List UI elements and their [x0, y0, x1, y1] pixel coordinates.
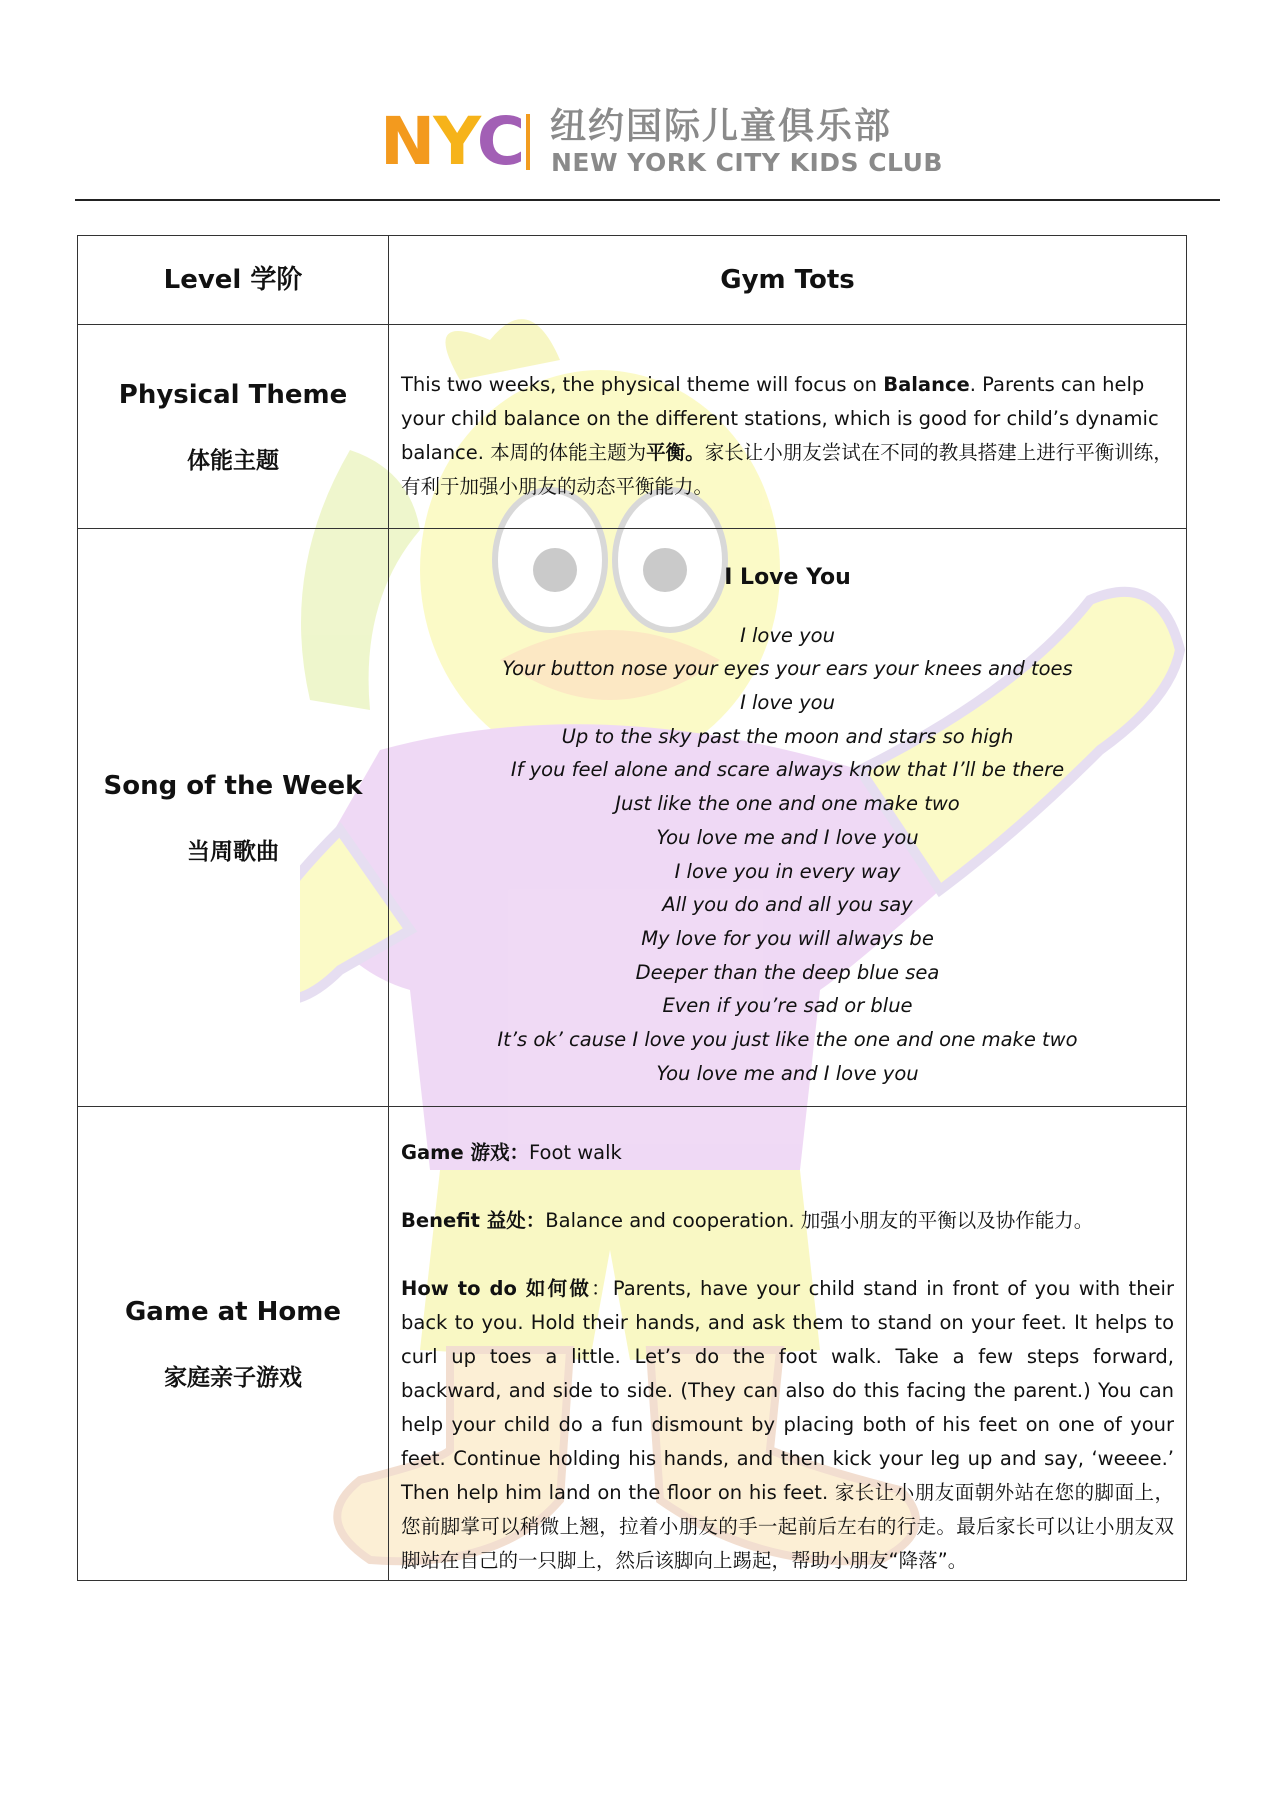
lyric-line: Your button nose your eyes your ears your knees and toes — [502, 657, 1073, 681]
lyric-line: I love you — [740, 690, 835, 714]
level-row — [78, 236, 1187, 325]
lyric-line: I love you in every way — [674, 859, 901, 883]
lyric-line: If you feel alone and scare always know that I’ll be there — [510, 758, 1065, 782]
song-label-en: Song of the Week — [103, 770, 363, 801]
balance-keyword-cn: 平衡。 — [646, 440, 705, 464]
game-label-en: Game at Home — [124, 1296, 342, 1327]
game-label-cn: 家庭亲子游戏 — [164, 1364, 302, 1391]
physical-theme-text: This two weeks, the physical theme will focus on Balance. Parents can help your child balance on the different stations, which is good for child’s dynamic balance. 本周的体能主题为平衡。家长让小朋友尝试在不同的教具搭建上进行平衡训练，有利于加强小朋友的动态平衡能力。 — [401, 372, 1173, 498]
song-row — [78, 529, 1187, 1107]
lyric-line: Deeper than the deep blue sea — [635, 960, 940, 984]
lyric-line: All you do and all you say — [662, 893, 913, 917]
nyc-logo: NYC — [380, 103, 524, 180]
lyric-line: It’s ok’ cause I love you just like the one and one make two — [497, 1028, 1078, 1052]
lyric-line: You love me and I love you — [656, 1061, 919, 1085]
lesson-table — [77, 235, 1187, 1581]
level-label-cell — [78, 236, 389, 325]
page-header — [0, 100, 1280, 180]
physical-theme-label-en: Physical Theme — [118, 379, 348, 410]
game-content — [389, 1107, 1187, 1581]
balance-keyword: Balance — [883, 372, 970, 396]
game-details — [389, 1110, 1186, 1578]
lyric-line: Just like the one and one make two — [615, 792, 960, 816]
logo-english-name: NEW YORK CITY KIDS CLUB — [551, 148, 943, 177]
song-title: I Love You — [724, 564, 851, 590]
physical-theme-label-cn: 体能主题 — [187, 447, 279, 474]
lyric-line: My love for you will always be — [641, 926, 934, 950]
physical-theme-row — [78, 325, 1187, 529]
logo-chinese-name: 纽约国际儿童俱乐部 — [550, 106, 893, 147]
physical-theme-label-cell — [78, 325, 389, 529]
game-label-cell — [78, 1107, 389, 1581]
physical-theme-content — [389, 325, 1187, 529]
song-label-cell — [78, 529, 389, 1107]
song-label-cn: 当周歌曲 — [187, 838, 279, 865]
lyric-line: You love me and I love you — [656, 825, 919, 849]
lyric-line: I love you — [740, 623, 835, 647]
lyric-line: Up to the sky past the moon and stars so high — [561, 724, 1014, 748]
level-value: Gym Tots — [389, 236, 1187, 325]
level-label: Level 学阶 — [163, 265, 303, 295]
logo-divider — [526, 114, 530, 170]
lyric-line: Even if you’re sad or blue — [662, 994, 913, 1018]
header-divider — [75, 199, 1220, 201]
game-benefit: Benefit 益处：Balance and cooperation. 加强小朋友的平衡以及协作能力。 — [401, 1208, 1094, 1232]
game-name: Game 游戏：Foot walk — [401, 1140, 622, 1164]
game-instructions: How to do 如何做：Parents, have your child stand in front of you with their back to you. Hold their hands, and ask them to stand on your feet. It helps to curl up toes a little. Let’s do the foot walk. Take a few steps forward, backward, and side to side. (They can also do this facing the parent.) You can help your child do a fun dismount by placing both of his feet on one of your feet. Continue holding his hands, and then kick your leg up and say, ‘weeee.’ Then help him land on the floor on his feet. 家长让小朋友面朝外站在您的脚面上，您前脚掌可以稍微上翘，拉着小朋友的手一起前后左右的行走。最后家长可以让小朋友双脚站在自己的一只脚上，然后该脚向上踢起，帮助小朋友“降落”。 — [401, 1276, 1174, 1572]
game-row — [78, 1107, 1187, 1581]
song-content — [389, 529, 1187, 1107]
